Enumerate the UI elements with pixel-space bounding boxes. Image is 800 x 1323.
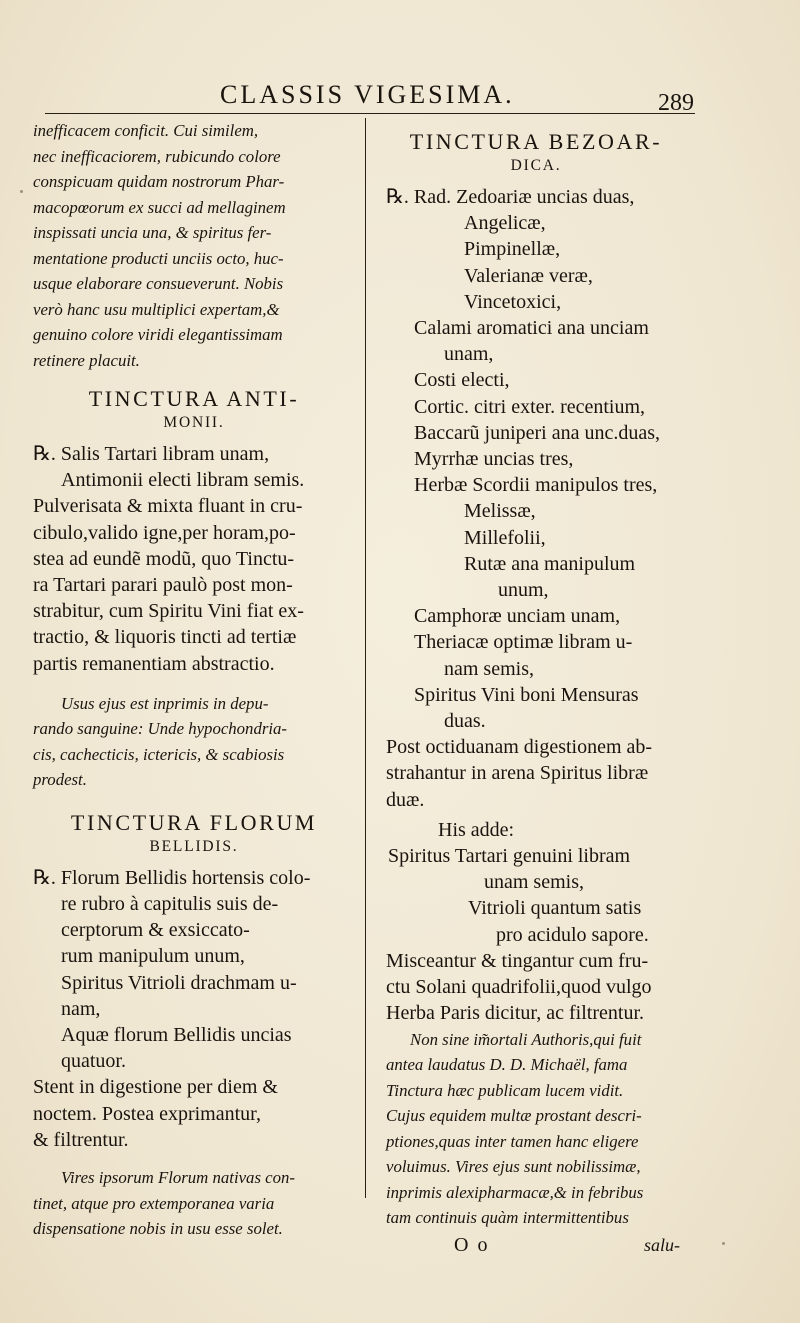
text-line: Herba Paris dicitur, ac filtrentur. xyxy=(386,1002,644,1025)
text-line: prodest. xyxy=(33,770,87,790)
signature-mark: O o xyxy=(454,1233,490,1256)
text-line: Pimpinellæ, xyxy=(464,238,561,261)
text-line: inefficacem conficit. Cui similem, xyxy=(33,121,259,140)
text-line: voluimus. Vires ejus sunt nobilissimæ, xyxy=(386,1157,641,1176)
section-subtitle: DICA. xyxy=(510,157,562,174)
recipe-tinctura-florum-bellidis xyxy=(33,809,355,1242)
text-line: Antimonii electi libram semis. xyxy=(61,469,305,492)
text-line: Pulverisata & mixta fluant in cru- xyxy=(33,495,303,518)
text-line: antea laudatus D. D. Michaël, fama xyxy=(386,1055,628,1074)
text-line: noctem. Postea exprimantur, xyxy=(33,1102,262,1125)
paper-speck xyxy=(722,1242,725,1245)
text-line: Melissæ, xyxy=(464,500,536,523)
his-adde-heading: His adde: xyxy=(438,818,515,841)
text-line: Vincetoxici, xyxy=(464,290,562,313)
text-line: re rubro à capitulis suis de- xyxy=(61,893,279,916)
text-line: Post octiduanam digestionem ab- xyxy=(386,736,653,759)
text-line: Cortic. citri exter. recentium, xyxy=(414,395,646,418)
text-line: cibulo,valido igne,per horam,po- xyxy=(33,521,296,544)
text-line: inspissati uncia una, & spiritus fer- xyxy=(33,223,272,242)
text-line: Camphoræ unciam unam, xyxy=(414,605,621,628)
text-line: strahantur in arena Spiritus libræ xyxy=(386,762,649,785)
text-line: Angelicæ, xyxy=(464,212,546,235)
text-line: Cujus equidem multæ prostant descri- xyxy=(386,1106,642,1125)
text-line: nam semis, xyxy=(444,657,534,680)
text-line: Spiritus Vitrioli drachmam u- xyxy=(61,971,297,994)
text-line: nec inefficaciorem, rubicundo colore xyxy=(33,146,281,166)
text-line: ℞. Florum Bellidis hortensis colo- xyxy=(33,866,311,889)
text-line: tractio, & liquoris tincti ad tertiæ xyxy=(33,626,297,649)
text-line: Non sine im̃ortali Authoris,qui fuit xyxy=(410,1029,642,1049)
page-number: 289 xyxy=(658,90,694,116)
text-line: Millefolii, xyxy=(464,526,546,549)
text-line: cis, cachecticis, ictericis, & scabiosis xyxy=(33,744,285,764)
text-line: Misceantur & tingantur cum fru- xyxy=(386,949,649,972)
text-line: verò hanc usu multiplici expertam,& xyxy=(33,299,280,319)
text-line: Costi electi, xyxy=(414,369,510,392)
text-line: Aquæ florum Bellidis uncias xyxy=(61,1024,292,1047)
paper-speck xyxy=(20,190,23,193)
column-divider xyxy=(365,118,366,1198)
recipe-tinctura-bezoardica xyxy=(386,128,686,1257)
text-line: partis remanentiam abstractio. xyxy=(33,652,275,675)
text-line: unam, xyxy=(444,343,494,366)
text-line: ℞. Salis Tartari libram unam, xyxy=(33,443,270,465)
header-rule xyxy=(45,113,695,114)
text-line: usque elaborare consueverunt. Nobis xyxy=(33,274,284,293)
text-line: retinere placuit. xyxy=(33,350,140,370)
text-line: ctu Solani quadrifolii,quod vulgo xyxy=(386,976,652,999)
text-line: conspicuam quidam nostrorum Phar- xyxy=(33,172,285,191)
text-line: rando sanguine: Unde hypochondria- xyxy=(33,719,288,739)
text-line: Vires ipsorum Florum nativas con- xyxy=(61,1168,295,1188)
text-line: nam, xyxy=(61,997,101,1020)
text-line: Baccarũ juniperi ana unc.duas, xyxy=(414,421,661,444)
text-line: ptiones,quas inter tamen hanc eligere xyxy=(386,1131,639,1151)
text-line: genuino colore viridi elegantissimam xyxy=(33,325,283,344)
text-line: tam continuis quàm intermittentibus xyxy=(386,1208,629,1227)
text-line: quatuor. xyxy=(61,1050,126,1073)
section-title: TINCTURA FLORUM xyxy=(70,809,318,835)
text-line: pro acidulo sapore. xyxy=(496,923,649,946)
text-line: unam semis, xyxy=(484,871,584,894)
text-line: ra Tartari parari paulò post mon- xyxy=(33,574,293,597)
recipe-tinctura-antimonii xyxy=(33,385,355,793)
right-column xyxy=(386,118,686,1257)
text-line: Usus ejus est inprimis in depu- xyxy=(61,693,269,713)
left-column xyxy=(33,118,355,1242)
text-line: & filtrentur. xyxy=(33,1128,129,1151)
section-subtitle: BELLIDIS. xyxy=(149,837,239,855)
text-line: Tinctura hæc publicam lucem vidit. xyxy=(386,1080,624,1100)
text-line: Stent in digestione per diem & xyxy=(33,1076,278,1099)
text-line: duas. xyxy=(444,710,486,733)
catchword: salu- xyxy=(644,1234,680,1255)
text-line: macopœorum ex succi ad mellaginem xyxy=(33,197,286,217)
text-line: strabitur, cum Spiritu Vini fiat ex- xyxy=(33,600,304,623)
text-line: dispensatione nobis in usu esse solet. xyxy=(33,1219,283,1239)
text-line: Theriacæ optimæ libram u- xyxy=(414,631,633,654)
text-line: ℞. Rad. Zedoariæ uncias duas, xyxy=(386,186,635,208)
text-line: rum manipulum unum, xyxy=(61,945,245,968)
text-line: tinet, atque pro extemporanea varia xyxy=(33,1193,275,1213)
intro-paragraph xyxy=(33,118,355,373)
text-line: Spiritus Vini boni Mensuras xyxy=(414,683,639,706)
text-line: cerptorum & exsiccato- xyxy=(61,919,250,942)
text-line: Calami aromatici ana unciam xyxy=(414,317,649,340)
text-line: inprimis alexipharmacæ,& in febribus xyxy=(386,1182,644,1202)
page-foot xyxy=(386,1234,686,1257)
text-line: mentatione producti unciis octo, huc- xyxy=(33,248,284,268)
text-line: stea ad eundẽ modũ, quo Tinctu- xyxy=(33,547,295,570)
text-line: Myrrhæ uncias tres, xyxy=(414,448,574,471)
text-line: Vitrioli quantum satis xyxy=(468,897,642,920)
text-line: Herbæ Scordii manipulos tres, xyxy=(414,474,658,497)
text-line: Valerianæ veræ, xyxy=(464,264,593,287)
text-line: Rutæ ana manipulum xyxy=(464,552,636,575)
text-line: Spiritus Tartari genuini libram xyxy=(388,845,631,868)
section-title: TINCTURA BEZOAR- xyxy=(409,129,663,154)
text-line: unum, xyxy=(498,579,549,602)
text-line: duæ. xyxy=(386,788,425,811)
section-title: TINCTURA ANTI- xyxy=(88,386,300,411)
running-head: CLASSIS VIGESIMA. xyxy=(220,80,515,109)
section-subtitle: MONII. xyxy=(163,414,225,431)
